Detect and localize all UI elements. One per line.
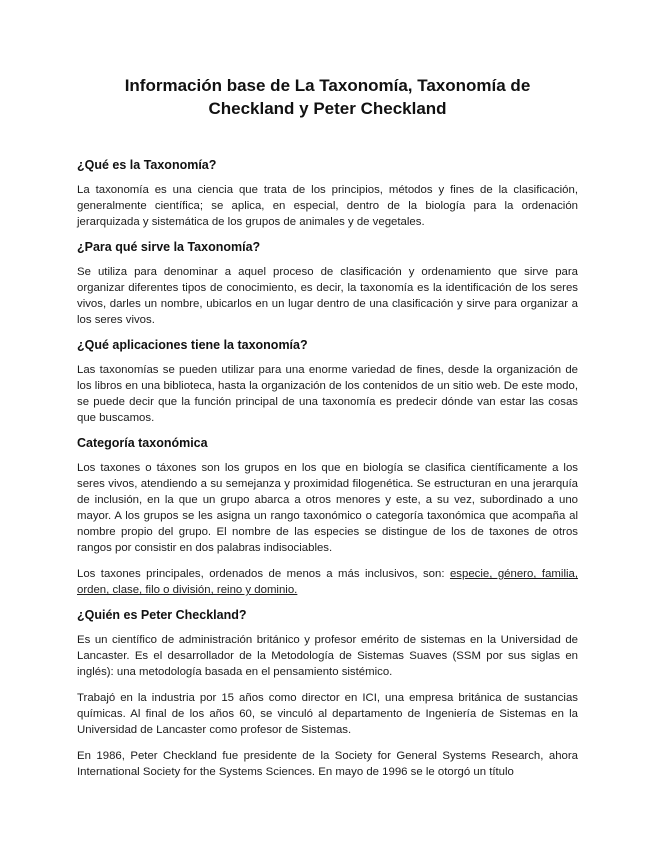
section-heading: ¿Qué es la Taxonomía? — [77, 158, 217, 172]
section-que-es-taxonomia — [77, 158, 578, 230]
paragraph: En 1986, Peter Checkland fue presidente de la Society for General Systems Research, ahora International Society for the Systems Sciences. En mayo de 1996 se le otorgó un título — [77, 750, 578, 778]
section-heading: ¿Para qué sirve la Taxonomía? — [77, 240, 261, 254]
document-title — [77, 74, 578, 120]
ranks-intro: Los taxones principales, ordenados de menos a más inclusivos, son: — [77, 568, 450, 580]
section-categoria-taxonomica — [77, 436, 578, 598]
paragraph: La taxonomía es una ciencia que trata de los principios, métodos y fines de la clasificación, generalmente científica; se aplica, en especial, dentro de la biología para la ordenación jerarquizada y sistemática de los grupos de animales y de vegetales. — [77, 184, 578, 228]
paragraph: Es un científico de administración británico y profesor emérito de sistemas en la Universidad de Lancaster. Es el desarrollador de la Metodología de Sistemas Suaves (SSM por sus siglas en inglés): una metodología basada en el pensamiento sistémico. — [77, 634, 578, 678]
ranks-paragraph — [77, 566, 578, 598]
document-title-line-2: Checkland y Peter Checkland — [208, 99, 447, 118]
paragraph: Se utiliza para denominar a aquel proceso de clasificación y ordenamiento que sirve para organizar diferentes tipos de conocimiento, es decir, la taxonomía es la identificación de los seres vivos, darles un nombre, ubicarlos en un lugar dentro de una clasificación y sirve para organizar a los seres vivos. — [77, 266, 578, 326]
ranks-list: especie, género, familia, orden, clase, filo o división, reino y dominio. — [77, 568, 579, 596]
document-title-line-1: Información base de La Taxonomía, Taxonomía de — [124, 76, 531, 95]
paragraph: Los taxones o táxones son los grupos en los que en biología se clasifica científicamente a los seres vivos, atendiendo a su semejanza y proximidad filogenética. Se estructuran en una jerarquía de inclusión, en la que un grupo abarca a otros menores y este, a su vez, subordinado a uno mayor. A los grupos se les asigna un rango taxonómico o categoría taxonómica que acompaña al nombre propio del grupo. El nombre de las especies se distingue de los de taxones de otros rangos por consistir en dos palabras indisociables. — [77, 462, 578, 554]
paragraph: Trabajó en la industria por 15 años como director en ICI, una empresa británica de sustancias químicas. Al final de los años 60, se vinculó al departamento de Ingeniería de Sistemas en la Universidad de Lancaster como profesor de Sistemas. — [77, 692, 578, 736]
section-heading: Categoría taxonómica — [77, 436, 208, 450]
paragraph: Las taxonomías se pueden utilizar para una enorme variedad de fines, desde la organización de los libros en una biblioteca, hasta la organización de los contenidos de un sitio web. De este modo, se puede decir que la función principal de una taxonomía es predecir dónde van estar las cosas que buscamos. — [77, 364, 578, 424]
section-para-que-sirve — [77, 240, 578, 328]
section-aplicaciones — [77, 338, 578, 426]
section-heading: ¿Qué aplicaciones tiene la taxonomía? — [77, 338, 308, 352]
section-quien-es-checkland — [77, 608, 578, 780]
document-body — [77, 158, 578, 780]
section-heading: ¿Quién es Peter Checkland? — [77, 608, 247, 622]
